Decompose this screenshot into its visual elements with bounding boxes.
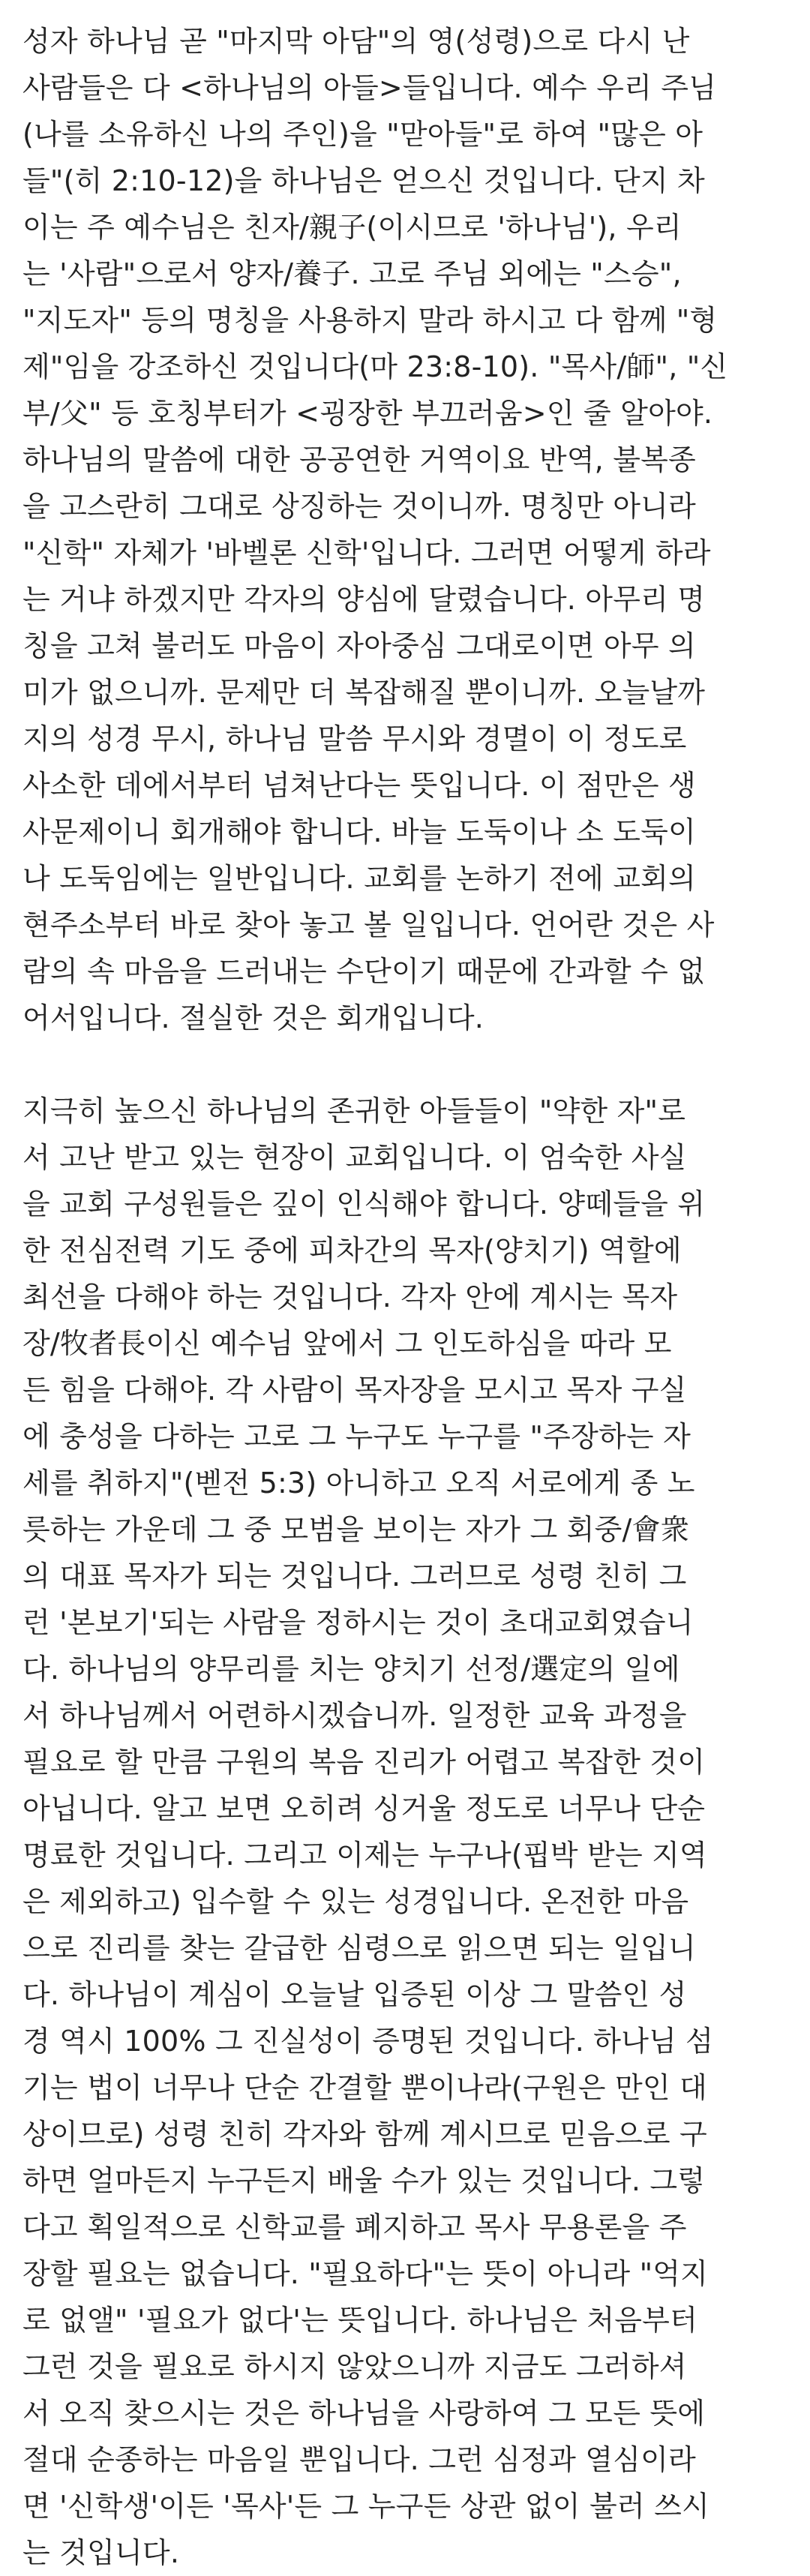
- text-line: 장할 필요는 없습니다. "필요하다"는 뜻이 아니라 "억지: [22, 2257, 709, 2290]
- text-line: 칭을 고쳐 불러도 마음이 자아중심 그대로이면 아무 의: [22, 629, 696, 662]
- text-line: 서 하나님께서 어련하시겠습니까. 일정한 교육 과정을: [22, 1699, 687, 1732]
- text-line: 든 힘을 다해야. 각 사람이 목자장을 모시고 목자 구실: [22, 1374, 687, 1407]
- text-line: 최선을 다해야 하는 것입니다. 각자 안에 계시는 목자: [22, 1280, 678, 1314]
- text-line: 하나님의 말씀에 대한 공공연한 거역이요 반역, 불복종: [22, 443, 696, 476]
- text-line: 에 충성을 다하는 고로 그 누구도 누구를 "주장하는 자: [22, 1420, 691, 1453]
- text-line: 릇하는 가운데 그 중 모범을 보이는 자가 그 회중/會衆: [22, 1513, 689, 1546]
- text-line: 그런 것을 필요로 하시지 않았으니까 지금도 그러하셔: [22, 2350, 687, 2383]
- text-line: 이는 주 예수님은 친자/親子(이시므로 '하나님'), 우리: [22, 211, 682, 244]
- text-line: 은 제외하고) 입수할 수 있는 성경입니다. 온전한 마음: [22, 1885, 689, 1918]
- text-line: 는 것입니다.: [22, 2536, 180, 2569]
- text-line: 는 '사람"으로서 양자/養子. 고로 주님 외에는 "스승",: [22, 257, 682, 290]
- text-line: 경 역시 100% 그 진실성이 증명된 것입니다. 하나님 섬: [22, 2025, 714, 2058]
- text-line: 기는 법이 너무나 단순 간결할 뿐이나라(구원은 만인 대: [22, 2071, 707, 2104]
- paragraph-spacer: [22, 1041, 788, 1088]
- text-line: 현주소부터 바로 찾아 놓고 볼 일입니다. 언어란 것은 사: [22, 908, 715, 941]
- text-line: 한 전심전력 기도 중에 피차간의 목자(양치기) 역할에: [22, 1234, 682, 1267]
- text-line: 지극히 높으신 하나님의 존귀한 아들들이 "약한 자"로: [22, 1094, 686, 1127]
- text-line: 사소한 데에서부터 넘쳐난다는 뜻입니다. 이 점만은 생: [22, 769, 696, 802]
- text-line: 세를 취하지"(벧전 5:3) 아니하고 오직 서로에게 종 노: [22, 1467, 695, 1500]
- text-line: 런 '본보기'되는 사람을 정하시는 것이 초대교회였습니: [22, 1606, 694, 1639]
- text-line: 사람들은 다 <하나님의 아들>들입니다. 예수 우리 주님: [22, 71, 717, 104]
- text-line: 서 고난 받고 있는 현장이 교회입니다. 이 엄숙한 사실: [22, 1141, 687, 1174]
- text-line: "신학" 자체가 '바벨론 신학'입니다. 그러면 어떻게 하라: [22, 536, 711, 569]
- text-line: 제"임을 강조하신 것입니다(마 23:8-10). "목사/師", "신: [22, 350, 728, 383]
- text-line: 다. 하나님이 계심이 오늘날 입증된 이상 그 말씀인 성: [22, 1978, 687, 2011]
- text-line: 람의 속 마음을 드러내는 수단이기 때문에 간과할 수 없: [22, 955, 706, 988]
- text-line: 아닙니다. 알고 보면 오히려 싱거울 정도로 너무나 단순: [22, 1792, 706, 1825]
- text-line: 다. 하나님의 양무리를 치는 양치기 선정/選定의 일에: [22, 1653, 680, 1686]
- text-line: 부/父" 등 호칭부터가 <굉장한 부끄러움>인 줄 알아야.: [22, 397, 713, 430]
- text-line: 미가 없으니까. 문제만 더 복잡해질 뿐이니까. 오늘날까: [22, 676, 706, 709]
- text-line: 사문제이니 회개해야 합니다. 바늘 도둑이나 소 도둑이: [22, 815, 696, 848]
- text-line: 로 없앨" '필요가 없다'는 뜻입니다. 하나님은 처음부터: [22, 2304, 698, 2337]
- text-line: 으로 진리를 찾는 갈급한 심령으로 읽으면 되는 일입니: [22, 1932, 696, 1965]
- text-line: 어서입니다. 절실한 것은 회개입니다.: [22, 1001, 484, 1034]
- text-line: 서 오직 찾으시는 것은 하나님을 사랑하여 그 모든 뜻에: [22, 2397, 706, 2430]
- text-line: 절대 순종하는 마음일 뿐입니다. 그런 심정과 열심이라: [22, 2443, 696, 2476]
- text-line: 하면 얼마든지 누구든지 배울 수가 있는 것입니다. 그렇: [22, 2164, 706, 2197]
- text-line: 필요로 할 만큼 구원의 복음 진리가 어렵고 복잡한 것이: [22, 1746, 706, 1779]
- text-line: 을 고스란히 그대로 상징하는 것이니까. 명칭만 아니라: [22, 490, 696, 523]
- text-line: 상이므로) 성령 친히 각자와 함께 계시므로 믿음으로 구: [22, 2118, 707, 2151]
- text-line: 다고 획일적으로 신학교를 폐지하고 목사 무용론을 주: [22, 2211, 687, 2244]
- text-line: 장/牧者長이신 예수님 앞에서 그 인도하심을 따라 모: [22, 1327, 672, 1360]
- text-line: 을 교회 구성원들은 깊이 인식해야 합니다. 양떼들을 위: [22, 1187, 706, 1220]
- paragraph-2: [22, 1088, 788, 2576]
- text-line: "지도자" 등의 명칭을 사용하지 말라 하시고 다 함께 "형: [22, 304, 718, 337]
- text-line: (나를 소유하신 나의 주인)을 "맏아들"로 하여 "많은 아: [22, 118, 704, 151]
- paragraph-1: [22, 18, 788, 1041]
- text-line: 명료한 것입니다. 그리고 이제는 누구나(핍박 받는 지역: [22, 1839, 707, 1872]
- text-line: 지의 성경 무시, 하나님 말씀 무시와 경멸이 이 정도로: [22, 722, 687, 755]
- text-line: 들"(히 2:10-12)을 하나님은 얻으신 것입니다. 단지 차: [22, 164, 705, 197]
- text-line: 면 '신학생'이든 '목사'든 그 누구든 상관 없이 불러 쓰시: [22, 2490, 710, 2523]
- text-line: 는 거냐 하겠지만 각자의 양심에 달렸습니다. 아무리 명: [22, 583, 706, 616]
- text-line: 나 도둑임에는 일반입니다. 교회를 논하기 전에 교회의: [22, 862, 696, 895]
- text-line: 성자 하나님 곧 "마지막 아담"의 영(성령)으로 다시 난: [22, 25, 690, 58]
- text-line: 의 대표 목자가 되는 것입니다. 그러므로 성령 친히 그: [22, 1560, 687, 1593]
